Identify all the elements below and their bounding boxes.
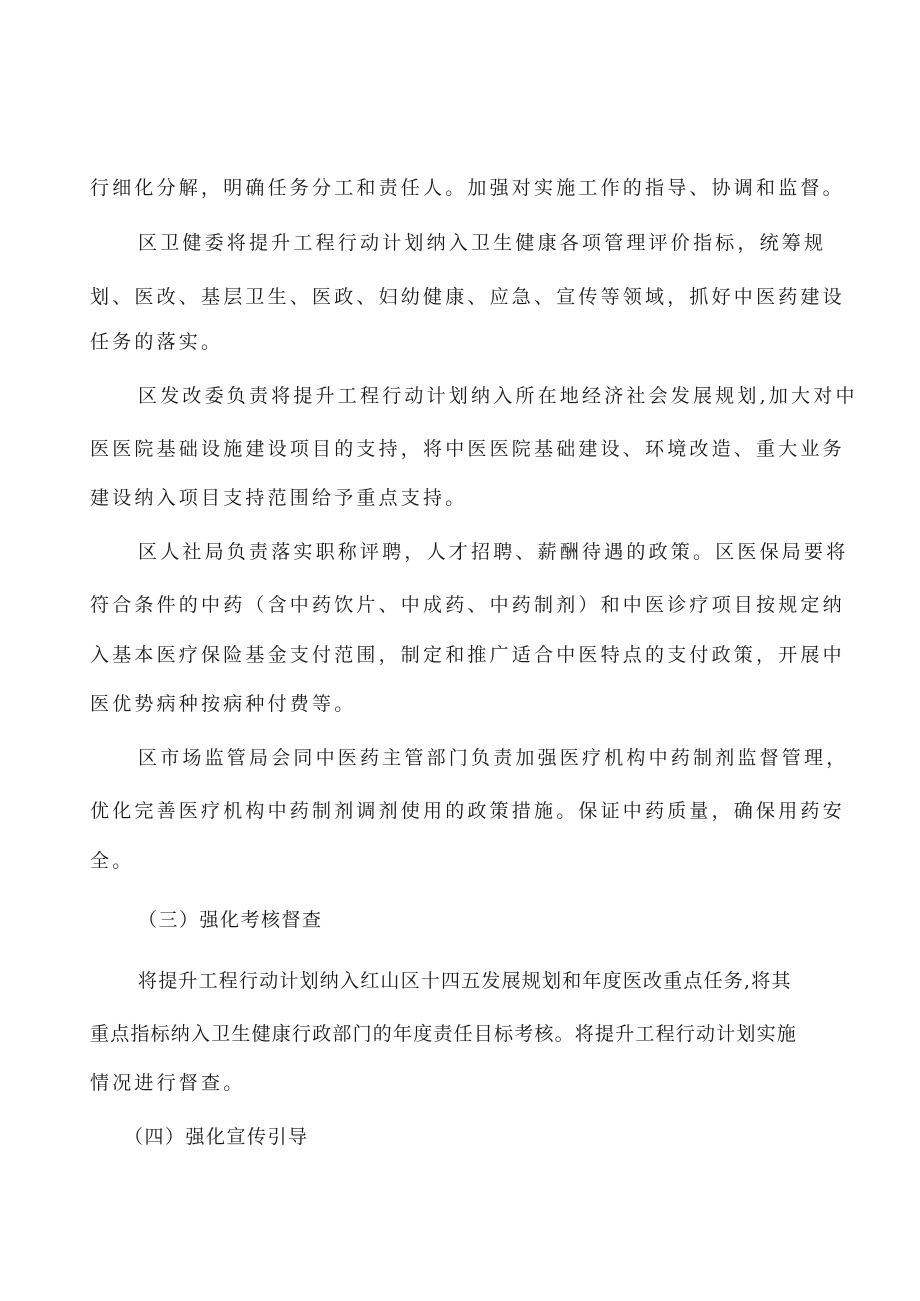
paragraph-line: 全。	[90, 850, 135, 872]
section-heading: （三）强化考核督查	[138, 909, 323, 931]
paragraph-line: 任务的落实。	[90, 331, 224, 353]
paragraph-line: 将提升工程行动计划纳入红山区十四五发展规划和年度医改重点任务,将其	[138, 970, 792, 992]
paragraph-line: 入基本医疗保险基金支付范围，制定和推广适合中医特点的支付政策，开展中	[90, 644, 845, 666]
section-heading: （四）强化宣传引导	[124, 1126, 309, 1148]
paragraph-line: 行细化分解，明确任务分工和责任人。加强对实施工作的指导、协调和监督。	[90, 177, 845, 199]
paragraph-line: 医优势病种按病种付费等。	[90, 693, 357, 715]
paragraph-line: 划、医改、基层卫生、医政、妇幼健康、应急、宣传等领域，抓好中医药建设	[90, 286, 845, 308]
paragraph-line: 区人社局负责落实职称评聘，人才招聘、薪酬待遇的政策。区医保局要将	[138, 541, 849, 563]
paragraph-line: 区市场监管局会同中医药主管部门负责加强医疗机构中药制剂监督管理，	[138, 747, 849, 769]
paragraph-line: 符合条件的中药（含中药饮片、中成药、中药制剂）和中医诊疗项目按规定纳	[90, 594, 845, 616]
paragraph-line: 建设纳入项目支持范围给予重点支持。	[90, 487, 468, 509]
paragraph-line: 医医院基础设施建设项目的支持，将中医医院基础建设、环境改造、重大业务	[90, 438, 845, 460]
paragraph-line: 优化完善医疗机构中药制剂调剂使用的政策措施。保证中药质量，确保用药安	[90, 800, 845, 822]
paragraph-line: 区卫健委将提升工程行动计划纳入卫生健康各项管理评价指标，统筹规	[138, 232, 827, 254]
paragraph-line: 区发改委负责将提升工程行动计划纳入所在地经济社会发展规划,加大对中	[138, 385, 858, 407]
paragraph-line: 重点指标纳入卫生健康行政部门的年度责任目标考核。将提升工程行动计划实施	[90, 1023, 798, 1045]
paragraph-line: 情况进行督查。	[90, 1072, 246, 1094]
